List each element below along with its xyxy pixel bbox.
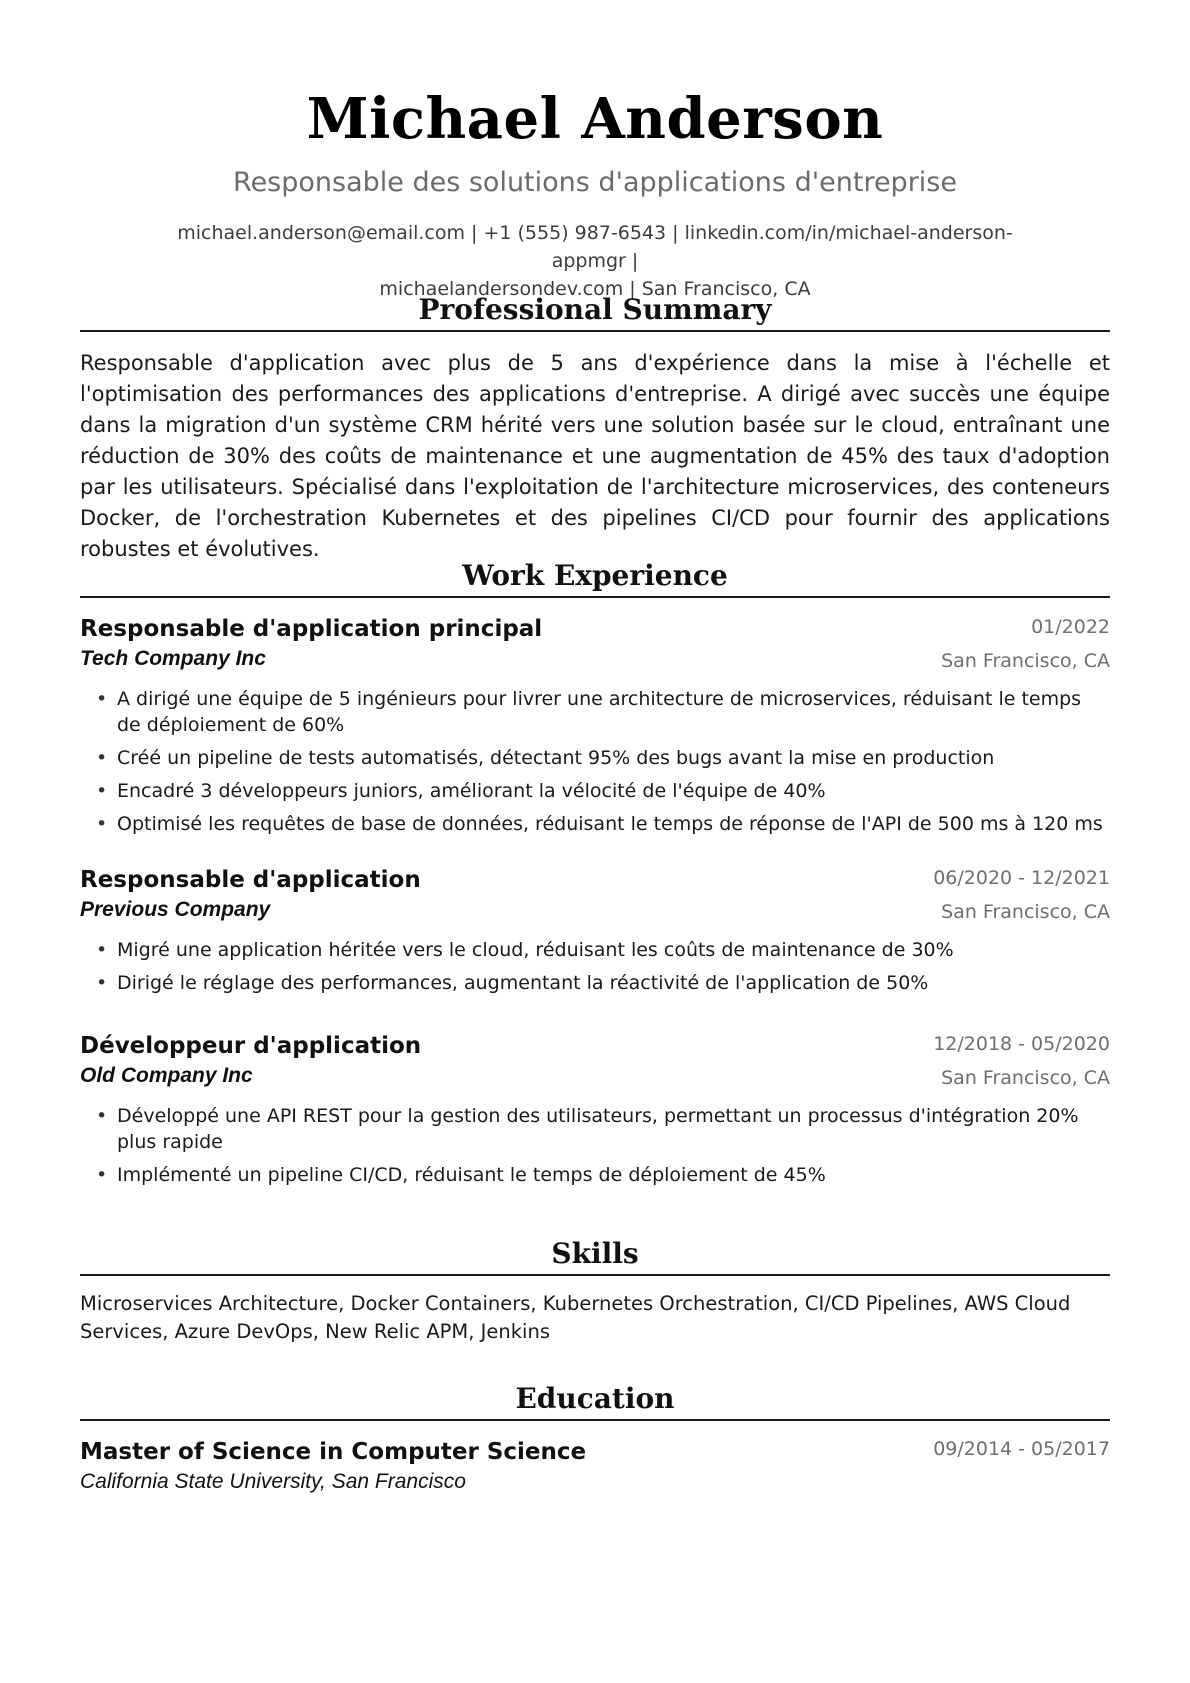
job-company: Tech Company Inc [80, 647, 266, 670]
summary-heading: Professional Summary [418, 293, 772, 326]
list-item: • A dirigé une équipe de 5 ingénieurs pour livrer une architecture de microservices, réduisant le temps de déploiement de 60% [80, 686, 1110, 738]
job-title: Développeur d'application [80, 1033, 422, 1059]
job-dates: 12/2018 - 05/2020 [933, 1033, 1110, 1055]
job-bullets [80, 937, 1110, 1003]
list-item: • Migré une application héritée vers le cloud, réduisant les coûts de maintenance de 30% [80, 937, 1110, 963]
section-divider [80, 596, 1110, 598]
experience-heading: Work Experience [462, 559, 728, 592]
section-divider [80, 330, 1110, 332]
skills-heading: Skills [551, 1237, 639, 1270]
education-heading: Education [515, 1382, 675, 1415]
candidate-name: Michael Anderson [306, 86, 884, 152]
job-title: Responsable d'application principal [80, 616, 543, 642]
contact-line: michaelandersondev.com | San Francisco, CA [379, 278, 811, 300]
list-item: • Encadré 3 développeurs juniors, améliorant la vélocité de l'équipe de 40% [80, 778, 1110, 804]
job-location: San Francisco, CA [941, 650, 1110, 672]
summary-text: Responsable d'application avec plus de 5 ans d'expérience dans la mise à l'échelle et l'optimisation des performances des applications d'entreprise. A dirigé avec succès une équipe dans la migration d'un système CRM hérité vers une solution basée sur le cloud, entraînant une réduction de 30% des coûts de maintenance et une augmentation de 45% des taux d'adoption par les utilisateurs. Spécialisé dans l'exploitation de l'architecture microservices, des conteneurs Docker, de l'orchestration Kubernetes et des pipelines CI/CD pour fournir des applications robustes et évolutives. [80, 351, 1110, 561]
candidate-title: Responsable des solutions d'applications d'entreprise [233, 167, 957, 198]
education-dates: 09/2014 - 05/2017 [933, 1438, 1110, 1460]
school-name: California State University, San Francisco [80, 1470, 466, 1493]
section-divider [80, 1419, 1110, 1421]
list-item: • Dirigé le réglage des performances, augmentant la réactivité de l'application de 50% [80, 970, 1110, 996]
job-location: San Francisco, CA [941, 901, 1110, 923]
job-dates: 06/2020 - 12/2021 [933, 867, 1110, 889]
job-company: Old Company Inc [80, 1064, 253, 1087]
job-title: Responsable d'application [80, 867, 421, 893]
job-dates: 01/2022 [1031, 616, 1110, 638]
contact-line: michael.anderson@email.com | +1 (555) 987-6543 | linkedin.com/in/michael-anderson-appmgr | [177, 222, 1013, 272]
degree-title: Master of Science in Computer Science [80, 1439, 587, 1465]
list-item: • Créé un pipeline de tests automatisés, détectant 95% des bugs avant la mise en production [80, 745, 1110, 771]
job-bullets [80, 1103, 1110, 1195]
job-bullets [80, 686, 1110, 844]
list-item: • Implémenté un pipeline CI/CD, réduisant le temps de déploiement de 45% [80, 1162, 1110, 1188]
contact-info [150, 219, 1040, 303]
job-company: Previous Company [80, 898, 271, 921]
job-location: San Francisco, CA [941, 1067, 1110, 1089]
list-item: • Optimisé les requêtes de base de données, réduisant le temps de réponse de l'API de 500 ms à 120 ms [80, 811, 1110, 837]
skills-text: Microservices Architecture, Docker Containers, Kubernetes Orchestration, CI/CD Pipelines, AWS Cloud Services, Azure DevOps, New Relic APM, Jenkins [80, 1292, 1071, 1343]
list-item: • Développé une API REST pour la gestion des utilisateurs, permettant un processus d'intégration 20% plus rapide [80, 1103, 1110, 1155]
section-divider [80, 1274, 1110, 1276]
